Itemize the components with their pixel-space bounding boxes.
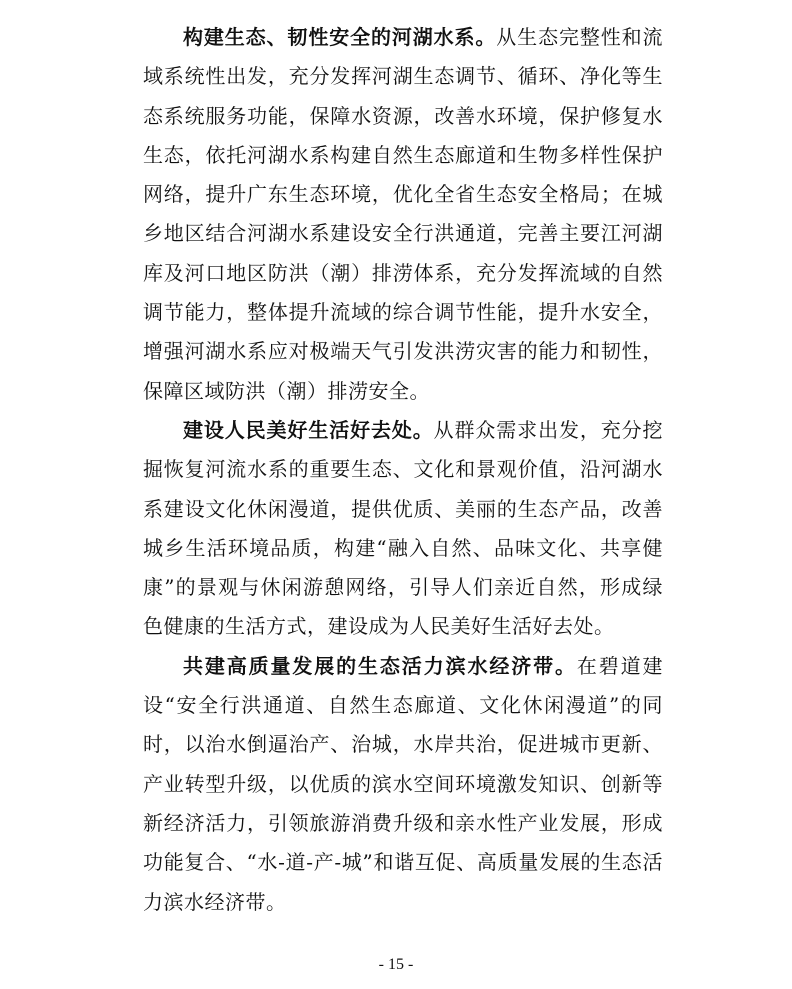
page-number: - 15 - <box>378 956 414 973</box>
paragraph-waterfront-economy <box>143 647 663 922</box>
paragraph-heading: 共建高质量发展的生态活力滨水经济带。 <box>183 653 577 678</box>
paragraph-better-life <box>143 411 663 647</box>
paragraph-heading: 建设人民美好生活好去处。 <box>183 417 434 442</box>
paragraph-heading: 构建生态、韧性安全的河湖水系。 <box>183 25 497 49</box>
body-text <box>143 18 663 922</box>
paragraph-river-lake-system <box>143 18 663 411</box>
paragraph-body: 从生态完整性和流域系统性出发，充分发挥河湖生态调节、循环、净化等生态系统服务功能，保障水资源，改善水环境，保护修复水生态，依托河湖水系构建自然生态廊道和生物多样性保护网络，提升广东生态环境，优化全省生态安全格局；在城乡地区结合河湖水系建设安全行洪通道，完善主要江河湖库及河口地区防洪（潮）排涝体系，充分发挥流域的自然调节能力，整体提升流域的综合调节性能，提升水安全，增强河湖水系应对极端天气引发洪涝灾害的能力和韧性，保障区域防洪（潮）排涝安全。 <box>143 25 664 403</box>
paragraph-body: 从群众需求出发，充分挖掘恢复河流水系的重要生态、文化和景观价值，沿河湖水系建设文化休闲漫道，提供优质、美丽的生态产品，改善城乡生活环境品质，构建“融入自然、品味文化、共享健康”的景观与休闲游憩网络，引导人们亲近自然，形成绿色健康的生活方式，建设成为人民美好生活好去处。 <box>143 417 664 639</box>
paragraph-body: 在碧道建设“安全行洪通道、自然生态廊道、文化休闲漫道”的同时，以治水倒逼治产、治城，水岸共治，促进城市更新、产业转型升级，以优质的滨水空间环境激发知识、创新等新经济活力，引领旅游消费升级和亲水性产业发展，形成功能复合、“水-道-产-城”和谐互促、高质量发展的生态活力滨水经济带。 <box>143 653 664 914</box>
